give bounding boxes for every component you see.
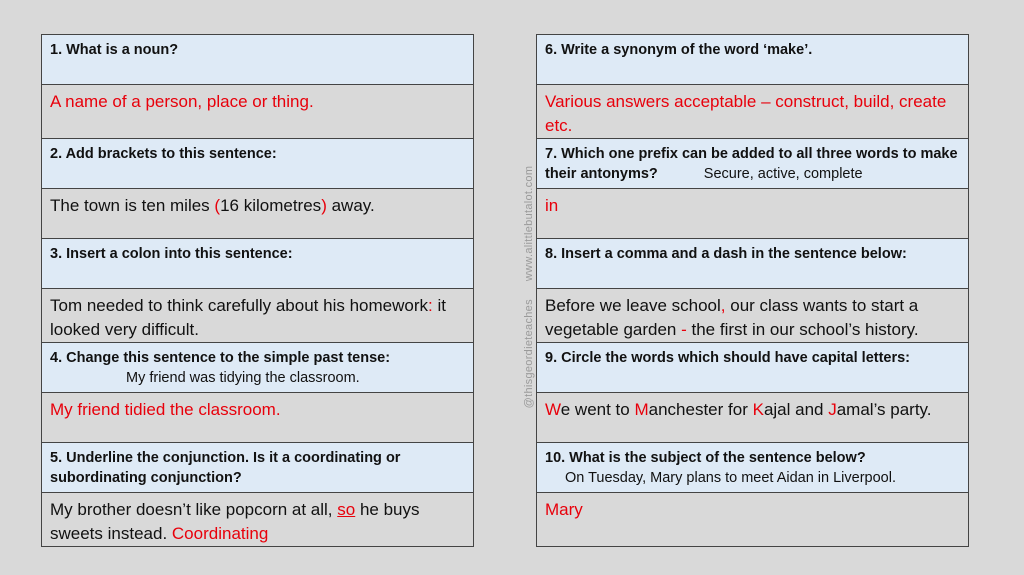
answer-3-part-2: it looked very difficult.: [50, 296, 446, 339]
answer-5-conjunction: so: [337, 500, 356, 519]
question-7: [537, 139, 968, 189]
answer-10: [537, 493, 968, 547]
answer-7-text: in: [545, 196, 559, 215]
answer-3: [42, 289, 473, 343]
answer-5-type: Coordinating: [171, 524, 269, 543]
answer-9-capital-m: M: [634, 400, 649, 419]
answer-9-part-4: amal’s party.: [836, 400, 932, 419]
answer-8-comma: ,: [720, 296, 726, 315]
answer-5: [42, 493, 473, 547]
answer-2-close-bracket: ): [321, 196, 327, 215]
answer-1-text: A name of a person, place or thing.: [50, 92, 314, 111]
question-7-text: 7. Which one prefix can be added to all three words to make their antonyms?: [545, 146, 958, 182]
question-5-text: 5. Underline the conjunction. Is it a coordinating or subordinating conjunction?: [50, 450, 401, 486]
answer-2-part-3: away.: [326, 196, 375, 215]
answer-6: [537, 85, 968, 139]
answer-4-text: My friend tidied the classroom.: [50, 400, 281, 419]
watermark-site: www.alittlebutalot.com: [523, 165, 535, 282]
question-8: [537, 239, 968, 289]
answer-2-part-2: 16 kilometres: [220, 196, 322, 215]
question-9: [537, 343, 968, 393]
right-question-table: [536, 34, 969, 547]
answer-3-part-1: Tom needed to think carefully about his homework: [50, 296, 428, 315]
question-3: [42, 239, 473, 289]
answer-5-part-2: he buys sweets instead.: [50, 500, 420, 543]
question-3-text: 3. Insert a colon into this sentence:: [50, 246, 293, 262]
question-6-text: 6. Write a synonym of the word ‘make’.: [545, 42, 813, 58]
answer-8-part-1: Before we leave school: [545, 296, 721, 315]
question-1: [42, 35, 473, 85]
answer-9: [537, 393, 968, 443]
question-10: [537, 443, 968, 493]
answer-8-part-3: the first in our school’s history.: [686, 320, 919, 339]
question-2: [42, 139, 473, 189]
question-7-words: Secure, active, complete: [703, 166, 863, 182]
watermark: [523, 157, 535, 418]
question-6: [537, 35, 968, 85]
answer-8-dash: -: [681, 320, 687, 339]
answer-9-part-2: anchester for: [648, 400, 753, 419]
answer-9-part-3: ajal and: [763, 400, 829, 419]
answer-8: [537, 289, 968, 343]
question-4: [42, 343, 473, 393]
answer-8-part-2: our class wants to start a vegetable garden: [545, 296, 919, 339]
question-10-sentence: On Tuesday, Mary plans to meet Aidan in Liverpool.: [565, 470, 896, 486]
answer-4: [42, 393, 473, 443]
answer-2: [42, 189, 473, 239]
question-2-text: 2. Add brackets to this sentence:: [50, 146, 277, 162]
answer-3-colon: :: [427, 296, 433, 315]
question-8-text: 8. Insert a comma and a dash in the sentence below:: [545, 246, 907, 262]
watermark-handle: @thisgeordieteaches: [523, 299, 535, 409]
answer-6-text: Various answers acceptable – construct, build, create etc.: [545, 92, 947, 135]
answer-2-part-1: The town is ten miles: [50, 196, 215, 215]
answer-10-text: Mary: [545, 500, 583, 519]
answer-2-open-bracket: (: [214, 196, 221, 215]
question-1-text: 1. What is a noun?: [50, 42, 179, 58]
answer-7: [537, 189, 968, 239]
answer-9-part-1: e went to: [560, 400, 635, 419]
answer-5-part-1: My brother doesn’t like popcorn at all,: [50, 500, 338, 519]
answer-9-capital-w: W: [545, 400, 561, 419]
answer-9-capital-j: J: [828, 400, 837, 419]
question-4-sentence: My friend was tidying the classroom.: [126, 370, 360, 386]
question-5: [42, 443, 473, 493]
question-4-text: 4. Change this sentence to the simple past tense:: [50, 350, 391, 366]
question-10-text: 10. What is the subject of the sentence below?: [545, 450, 866, 466]
left-question-table: [41, 34, 474, 547]
answer-9-capital-k: K: [752, 400, 764, 419]
question-9-text: 9. Circle the words which should have capital letters:: [545, 350, 911, 366]
answer-1: [42, 85, 473, 139]
